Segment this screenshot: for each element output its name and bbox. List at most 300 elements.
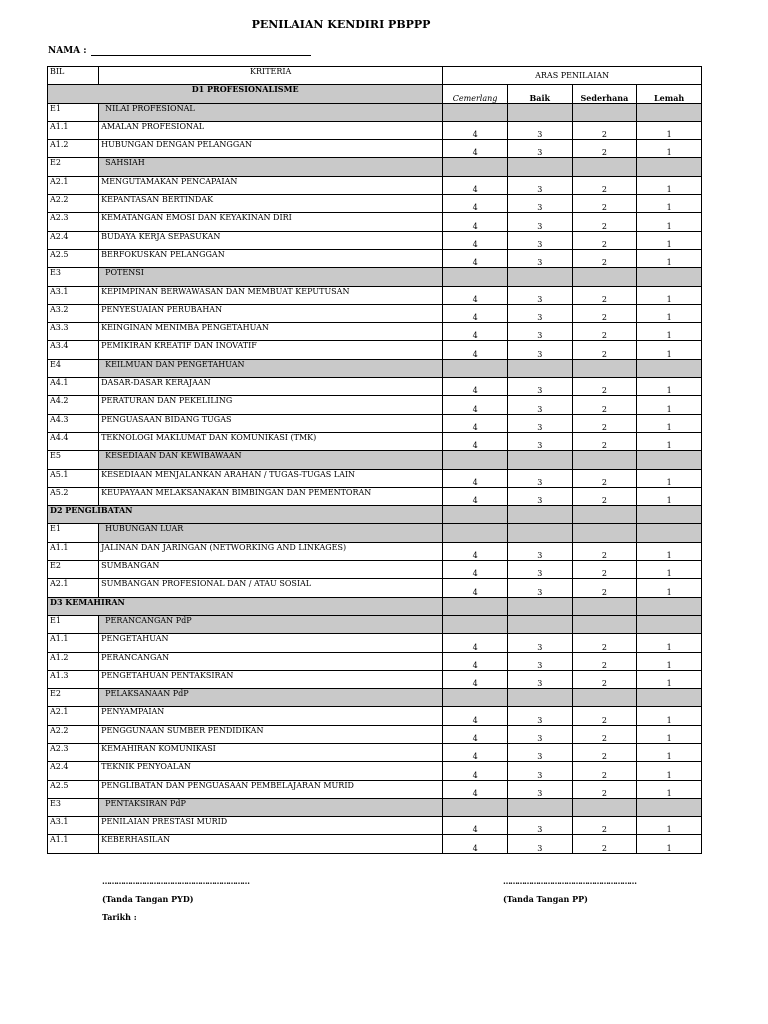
score-option-1[interactable]: 1 — [637, 835, 702, 853]
score-option-1[interactable]: 1 — [637, 780, 702, 798]
score-option-4[interactable]: 4 — [443, 835, 508, 853]
criteria-code: A3.3 — [48, 323, 99, 341]
score-option-3[interactable]: 3 — [507, 176, 572, 194]
score-option-1[interactable]: 1 — [637, 725, 702, 743]
score-option-3[interactable]: 3 — [507, 725, 572, 743]
score-option-3[interactable]: 3 — [507, 378, 572, 396]
score-option-1[interactable]: 1 — [637, 341, 702, 359]
pyd-signature-label: (Tanda Tangan PYD) — [102, 894, 194, 904]
element-code: E4 — [48, 359, 99, 377]
score-option-2[interactable]: 2 — [572, 213, 637, 231]
criteria-label: KEPANTASAN BERTINDAK — [99, 195, 443, 213]
nama-field — [48, 45, 311, 56]
score-option-3[interactable]: 3 — [507, 652, 572, 670]
criteria-row — [48, 707, 702, 725]
score-option-2[interactable]: 2 — [572, 487, 637, 505]
score-option-4[interactable]: 4 — [443, 140, 508, 158]
score-option-4[interactable]: 4 — [443, 670, 508, 688]
criteria-row — [48, 835, 702, 853]
criteria-code: A3.4 — [48, 341, 99, 359]
criteria-row — [48, 176, 702, 194]
scale-header-baik: Baik — [507, 85, 572, 103]
score-option-1[interactable]: 1 — [637, 469, 702, 487]
domain-row — [48, 85, 702, 103]
criteria-label: SUMBANGAN PROFESIONAL DAN / ATAU SOSIAL — [99, 579, 443, 597]
criteria-code: A1.1 — [48, 835, 99, 853]
score-option-4[interactable]: 4 — [443, 378, 508, 396]
element-label: NILAI PROFESIONAL — [99, 103, 443, 121]
empty-score-cell — [507, 597, 572, 615]
score-option-2[interactable]: 2 — [572, 725, 637, 743]
element-code: E2 — [48, 158, 99, 176]
criteria-label: SUMBANGAN — [99, 561, 443, 579]
nama-underline[interactable] — [91, 45, 311, 56]
score-option-1[interactable]: 1 — [637, 176, 702, 194]
empty-score-cell — [507, 158, 572, 176]
score-option-1[interactable]: 1 — [637, 762, 702, 780]
criteria-row — [48, 432, 702, 450]
empty-score-cell — [637, 359, 702, 377]
score-option-2[interactable]: 2 — [572, 652, 637, 670]
empty-score-cell — [572, 798, 637, 816]
element-code: E2 — [48, 689, 99, 707]
criteria-label: TEKNOLOGI MAKLUMAT DAN KOMUNIKASI (TMK) — [99, 432, 443, 450]
criteria-label: PERATURAN DAN PEKELILING — [99, 396, 443, 414]
criteria-row — [48, 378, 702, 396]
score-option-1[interactable]: 1 — [637, 323, 702, 341]
score-option-3[interactable]: 3 — [507, 304, 572, 322]
criteria-label: KEPIMPINAN BERWAWASAN DAN MEMBUAT KEPUTUSAN — [99, 286, 443, 304]
criteria-row — [48, 341, 702, 359]
score-option-3[interactable]: 3 — [507, 323, 572, 341]
empty-score-cell — [572, 103, 637, 121]
domain-row — [48, 506, 702, 524]
criteria-code: A1.2 — [48, 652, 99, 670]
score-option-3[interactable]: 3 — [507, 762, 572, 780]
criteria-label: PENILAIAN PRESTASI MURID — [99, 817, 443, 835]
criteria-code: A2.5 — [48, 780, 99, 798]
criteria-row — [48, 414, 702, 432]
score-option-3[interactable]: 3 — [507, 487, 572, 505]
scale-header-sederhana: Sederhana — [572, 85, 637, 103]
criteria-code: A4.4 — [48, 432, 99, 450]
criteria-code: A2.5 — [48, 249, 99, 267]
element-row — [48, 689, 702, 707]
criteria-label: PENYAMPAIAN — [99, 707, 443, 725]
empty-score-cell — [572, 158, 637, 176]
criteria-label: PENGUASAAN BIDANG TUGAS — [99, 414, 443, 432]
element-row — [48, 359, 702, 377]
criteria-label: PENYESUAIAN PERUBAHAN — [99, 304, 443, 322]
empty-score-cell — [637, 524, 702, 542]
criteria-code: A4.3 — [48, 414, 99, 432]
criteria-label: PENGETAHUAN PENTAKSIRAN — [99, 670, 443, 688]
header-kriteria: KRITERIA — [99, 67, 443, 85]
criteria-label: KESEDIAAN MENJALANKAN ARAHAN / TUGAS-TUGAS LAIN — [99, 469, 443, 487]
element-code: E3 — [48, 268, 99, 286]
score-option-3[interactable]: 3 — [507, 542, 572, 560]
domain-label: D2 PENGLIBATAN — [48, 506, 443, 524]
criteria-row — [48, 634, 702, 652]
empty-score-cell — [507, 689, 572, 707]
criteria-row — [48, 725, 702, 743]
criteria-row — [48, 249, 702, 267]
score-option-2[interactable]: 2 — [572, 121, 637, 139]
element-row — [48, 268, 702, 286]
score-option-4[interactable]: 4 — [443, 414, 508, 432]
criteria-code: A1.1 — [48, 121, 99, 139]
score-option-2[interactable]: 2 — [572, 140, 637, 158]
criteria-row — [48, 579, 702, 597]
empty-score-cell — [572, 359, 637, 377]
empty-score-cell — [507, 524, 572, 542]
element-row — [48, 103, 702, 121]
score-option-1[interactable]: 1 — [637, 121, 702, 139]
score-option-2[interactable]: 2 — [572, 378, 637, 396]
score-option-2[interactable]: 2 — [572, 817, 637, 835]
criteria-code: A1.2 — [48, 140, 99, 158]
criteria-label: KEUPAYAAN MELAKSANAKAN BIMBINGAN DAN PEMENTORAN — [99, 487, 443, 505]
criteria-code: A2.1 — [48, 707, 99, 725]
criteria-code: A1.1 — [48, 634, 99, 652]
criteria-code: A2.4 — [48, 231, 99, 249]
criteria-label: HUBUNGAN DENGAN PELANGGAN — [99, 140, 443, 158]
criteria-label: KEMAHIRAN KOMUNIKASI — [99, 743, 443, 761]
score-option-1[interactable]: 1 — [637, 304, 702, 322]
score-option-3[interactable]: 3 — [507, 743, 572, 761]
empty-score-cell — [443, 798, 508, 816]
score-option-1[interactable]: 1 — [637, 561, 702, 579]
criteria-code: A2.4 — [48, 762, 99, 780]
criteria-row — [48, 780, 702, 798]
score-option-1[interactable]: 1 — [637, 432, 702, 450]
score-option-4[interactable]: 4 — [443, 780, 508, 798]
score-option-2[interactable]: 2 — [572, 414, 637, 432]
element-label: PENTAKSIRAN PdP — [99, 798, 443, 816]
score-option-2[interactable]: 2 — [572, 762, 637, 780]
element-code: E1 — [48, 524, 99, 542]
score-option-3[interactable]: 3 — [507, 634, 572, 652]
score-option-3[interactable]: 3 — [507, 231, 572, 249]
score-option-2[interactable]: 2 — [572, 304, 637, 322]
score-option-4[interactable]: 4 — [443, 817, 508, 835]
element-label: PELAKSANAAN PdP — [99, 689, 443, 707]
empty-score-cell — [443, 689, 508, 707]
score-option-4[interactable]: 4 — [443, 542, 508, 560]
criteria-row — [48, 195, 702, 213]
criteria-label: AMALAN PROFESIONAL — [99, 121, 443, 139]
score-option-4[interactable]: 4 — [443, 249, 508, 267]
criteria-code: A1.3 — [48, 670, 99, 688]
score-option-1[interactable]: 1 — [637, 652, 702, 670]
pp-signature-label: (Tanda Tangan PP) — [503, 894, 588, 904]
score-option-1[interactable]: 1 — [637, 140, 702, 158]
criteria-row — [48, 469, 702, 487]
criteria-row — [48, 817, 702, 835]
criteria-label: TEKNIK PENYOALAN — [99, 762, 443, 780]
score-option-1[interactable]: 1 — [637, 817, 702, 835]
score-option-1[interactable]: 1 — [637, 396, 702, 414]
element-label: KEILMUAN DAN PENGETAHUAN — [99, 359, 443, 377]
empty-score-cell — [572, 506, 637, 524]
criteria-row — [48, 323, 702, 341]
score-option-3[interactable]: 3 — [507, 579, 572, 597]
score-option-2[interactable]: 2 — [572, 561, 637, 579]
empty-score-cell — [637, 451, 702, 469]
score-option-1[interactable]: 1 — [637, 231, 702, 249]
element-code: E3 — [48, 798, 99, 816]
score-option-2[interactable]: 2 — [572, 670, 637, 688]
score-option-4[interactable]: 4 — [443, 743, 508, 761]
score-option-4[interactable]: 4 — [443, 304, 508, 322]
score-option-3[interactable]: 3 — [507, 469, 572, 487]
criteria-label: PENGGUNAAN SUMBER PENDIDIKAN — [99, 725, 443, 743]
criteria-row — [48, 231, 702, 249]
score-option-1[interactable]: 1 — [637, 707, 702, 725]
empty-score-cell — [507, 798, 572, 816]
score-option-2[interactable]: 2 — [572, 231, 637, 249]
empty-score-cell — [507, 506, 572, 524]
criteria-label: PENGETAHUAN — [99, 634, 443, 652]
score-option-1[interactable]: 1 — [637, 378, 702, 396]
criteria-label: KEINGINAN MENIMBA PENGETAHUAN — [99, 323, 443, 341]
score-option-1[interactable]: 1 — [637, 634, 702, 652]
element-code: E1 — [48, 103, 99, 121]
empty-score-cell — [572, 597, 637, 615]
criteria-row — [48, 670, 702, 688]
criteria-code: A3.1 — [48, 286, 99, 304]
empty-score-cell — [637, 689, 702, 707]
criteria-label: PENGLIBATAN DAN PENGUASAAN PEMBELAJARAN MURID — [99, 780, 443, 798]
assessment-table-body — [48, 67, 702, 854]
score-option-2[interactable]: 2 — [572, 780, 637, 798]
empty-score-cell — [572, 268, 637, 286]
score-option-2[interactable]: 2 — [572, 634, 637, 652]
criteria-row — [48, 121, 702, 139]
score-option-1[interactable]: 1 — [637, 579, 702, 597]
score-option-2[interactable]: 2 — [572, 743, 637, 761]
header-bil: BIL — [48, 67, 99, 85]
element-row — [48, 451, 702, 469]
score-option-2[interactable]: 2 — [572, 341, 637, 359]
element-code: E5 — [48, 451, 99, 469]
scale-header-lemah: Lemah — [637, 85, 702, 103]
page-title: PENILAIAN KENDIRI PBPPP — [251, 18, 431, 31]
domain-row — [48, 597, 702, 615]
criteria-code: A2.3 — [48, 213, 99, 231]
score-option-2[interactable]: 2 — [572, 249, 637, 267]
empty-score-cell — [507, 451, 572, 469]
score-option-1[interactable]: 1 — [637, 542, 702, 560]
criteria-label: BERFOKUSKAN PELANGGAN — [99, 249, 443, 267]
score-option-4[interactable]: 4 — [443, 469, 508, 487]
criteria-code: A5.1 — [48, 469, 99, 487]
element-label: HUBUNGAN LUAR — [99, 524, 443, 542]
criteria-label: BUDAYA KERJA SEPASUKAN — [99, 231, 443, 249]
score-option-2[interactable]: 2 — [572, 432, 637, 450]
criteria-label: MENGUTAMAKAN PENCAPAIAN — [99, 176, 443, 194]
criteria-label: JALINAN DAN JARINGAN (NETWORKING AND LINKAGES) — [99, 542, 443, 560]
criteria-label: PEMIKIRAN KREATIF DAN INOVATIF — [99, 341, 443, 359]
score-option-3[interactable]: 3 — [507, 561, 572, 579]
element-row — [48, 615, 702, 633]
empty-score-cell — [507, 615, 572, 633]
score-option-3[interactable]: 3 — [507, 213, 572, 231]
pp-signature-line[interactable]: ………………………………………………… — [503, 876, 636, 886]
assessment-table — [47, 66, 702, 854]
element-row — [48, 158, 702, 176]
empty-score-cell — [637, 268, 702, 286]
score-option-3[interactable]: 3 — [507, 341, 572, 359]
criteria-row — [48, 286, 702, 304]
score-option-3[interactable]: 3 — [507, 414, 572, 432]
criteria-code: A1.1 — [48, 542, 99, 560]
criteria-row — [48, 304, 702, 322]
empty-score-cell — [443, 451, 508, 469]
criteria-code: A2.2 — [48, 725, 99, 743]
score-option-4[interactable]: 4 — [443, 396, 508, 414]
element-label: KESEDIAAN DAN KEWIBAWAAN — [99, 451, 443, 469]
header-aras-penilaian: ARAS PENILAIAN — [443, 67, 702, 85]
score-option-4[interactable]: 4 — [443, 432, 508, 450]
empty-score-cell — [507, 103, 572, 121]
score-option-3[interactable]: 3 — [507, 817, 572, 835]
scale-header-cemerlang: Cemerlang — [443, 85, 508, 103]
score-option-1[interactable]: 1 — [637, 249, 702, 267]
element-label: PERANCANGAN PdP — [99, 615, 443, 633]
score-option-3[interactable]: 3 — [507, 670, 572, 688]
empty-score-cell — [443, 615, 508, 633]
score-option-3[interactable]: 3 — [507, 396, 572, 414]
empty-score-cell — [443, 597, 508, 615]
criteria-row — [48, 487, 702, 505]
criteria-row — [48, 213, 702, 231]
score-option-4[interactable]: 4 — [443, 341, 508, 359]
score-option-3[interactable]: 3 — [507, 140, 572, 158]
score-option-2[interactable]: 2 — [572, 396, 637, 414]
score-option-2[interactable]: 2 — [572, 707, 637, 725]
element-code: E1 — [48, 615, 99, 633]
score-option-4[interactable]: 4 — [443, 286, 508, 304]
domain-label: D1 PROFESIONALISME — [48, 85, 443, 103]
header-row — [48, 67, 702, 85]
score-option-1[interactable]: 1 — [637, 213, 702, 231]
score-option-3[interactable]: 3 — [507, 121, 572, 139]
score-option-3[interactable]: 3 — [507, 780, 572, 798]
empty-score-cell — [443, 506, 508, 524]
score-option-2[interactable]: 2 — [572, 286, 637, 304]
score-option-4[interactable]: 4 — [443, 176, 508, 194]
empty-score-cell — [637, 615, 702, 633]
score-option-1[interactable]: 1 — [637, 670, 702, 688]
domain-label: D3 KEMAHIRAN — [48, 597, 443, 615]
score-option-4[interactable]: 4 — [443, 231, 508, 249]
score-option-2[interactable]: 2 — [572, 195, 637, 213]
criteria-code: A5.2 — [48, 487, 99, 505]
criteria-code: A4.1 — [48, 378, 99, 396]
score-option-2[interactable]: 2 — [572, 542, 637, 560]
score-option-4[interactable]: 4 — [443, 195, 508, 213]
score-option-1[interactable]: 1 — [637, 286, 702, 304]
criteria-code: E2 — [48, 561, 99, 579]
score-option-4[interactable]: 4 — [443, 121, 508, 139]
empty-score-cell — [637, 597, 702, 615]
nama-label: NAMA : — [48, 46, 87, 56]
empty-score-cell — [443, 524, 508, 542]
empty-score-cell — [507, 359, 572, 377]
score-option-4[interactable]: 4 — [443, 634, 508, 652]
criteria-label: KEBERHASILAN — [99, 835, 443, 853]
score-option-1[interactable]: 1 — [637, 414, 702, 432]
empty-score-cell — [637, 798, 702, 816]
tarikh-label: Tarikh : — [102, 912, 137, 922]
criteria-label: DASAR-DASAR KERAJAAN — [99, 378, 443, 396]
empty-score-cell — [572, 615, 637, 633]
criteria-code: A2.2 — [48, 195, 99, 213]
empty-score-cell — [572, 689, 637, 707]
element-row — [48, 798, 702, 816]
score-option-4[interactable]: 4 — [443, 652, 508, 670]
empty-score-cell — [443, 158, 508, 176]
score-option-2[interactable]: 2 — [572, 579, 637, 597]
score-option-1[interactable]: 1 — [637, 743, 702, 761]
pyd-signature-line[interactable]: ……………………………………………………… — [102, 876, 249, 886]
criteria-code: A2.3 — [48, 743, 99, 761]
element-row — [48, 524, 702, 542]
score-option-4[interactable]: 4 — [443, 487, 508, 505]
score-option-2[interactable]: 2 — [572, 323, 637, 341]
criteria-row — [48, 396, 702, 414]
score-option-3[interactable]: 3 — [507, 835, 572, 853]
element-label: SAHSIAH — [99, 158, 443, 176]
score-option-4[interactable]: 4 — [443, 579, 508, 597]
score-option-4[interactable]: 4 — [443, 707, 508, 725]
criteria-code: A4.2 — [48, 396, 99, 414]
empty-score-cell — [572, 524, 637, 542]
empty-score-cell — [637, 506, 702, 524]
score-option-3[interactable]: 3 — [507, 195, 572, 213]
criteria-code: A2.1 — [48, 176, 99, 194]
score-option-4[interactable]: 4 — [443, 762, 508, 780]
score-option-2[interactable]: 2 — [572, 469, 637, 487]
score-option-4[interactable]: 4 — [443, 561, 508, 579]
empty-score-cell — [443, 359, 508, 377]
score-option-1[interactable]: 1 — [637, 195, 702, 213]
empty-score-cell — [637, 103, 702, 121]
score-option-2[interactable]: 2 — [572, 176, 637, 194]
criteria-code: A3.1 — [48, 817, 99, 835]
score-option-3[interactable]: 3 — [507, 286, 572, 304]
score-option-3[interactable]: 3 — [507, 249, 572, 267]
criteria-row — [48, 140, 702, 158]
score-option-4[interactable]: 4 — [443, 323, 508, 341]
criteria-row — [48, 652, 702, 670]
criteria-label: PERANCANGAN — [99, 652, 443, 670]
criteria-label: KEMATANGAN EMOSI DAN KEYAKINAN DIRI — [99, 213, 443, 231]
score-option-4[interactable]: 4 — [443, 725, 508, 743]
empty-score-cell — [443, 268, 508, 286]
element-label: POTENSI — [99, 268, 443, 286]
score-option-1[interactable]: 1 — [637, 487, 702, 505]
criteria-row — [48, 743, 702, 761]
score-option-3[interactable]: 3 — [507, 432, 572, 450]
criteria-row — [48, 542, 702, 560]
score-option-4[interactable]: 4 — [443, 213, 508, 231]
criteria-row — [48, 561, 702, 579]
score-option-2[interactable]: 2 — [572, 835, 637, 853]
score-option-3[interactable]: 3 — [507, 707, 572, 725]
empty-score-cell — [507, 268, 572, 286]
